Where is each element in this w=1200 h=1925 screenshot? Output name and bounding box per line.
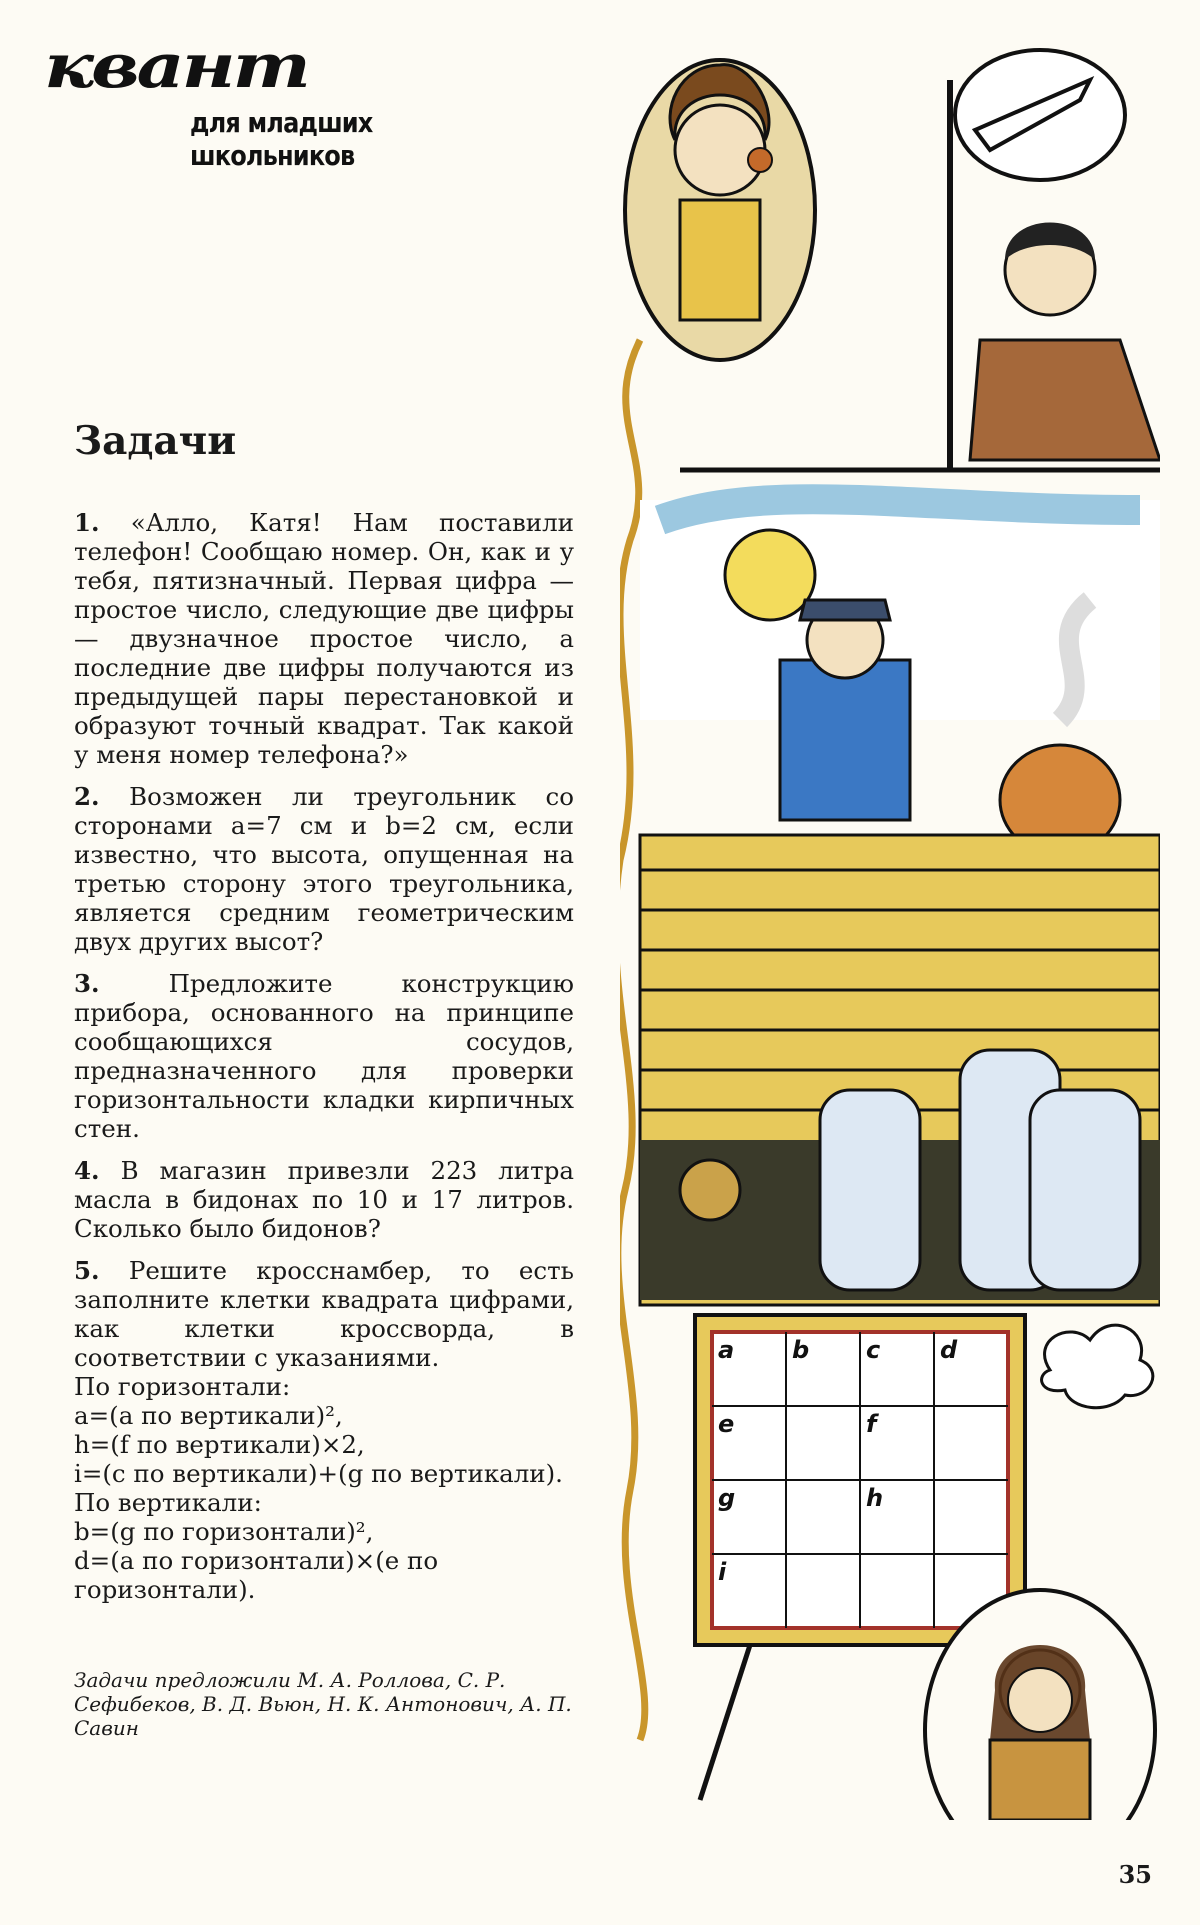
cell-label-d: d: [940, 1336, 958, 1364]
clue-a: a=(a по вертикали)²,: [74, 1401, 343, 1430]
credits: Задачи предложили М. А. Роллова, С. Р. Сефибеков, В. Д. Вьюн, Н. К. Антонович, А. П. Савин: [74, 1668, 572, 1740]
cell-label-h: h: [866, 1484, 884, 1512]
crossnumber-clues: [74, 1372, 574, 1604]
problem-1: 1. «Алло, Катя! Нам поставили телефон! Сообщаю номер. Он, как и у тебя, пятизначный. Первая цифра — простое число, следующие две цифры — двузначное простое число, а последние две цифры получаются из предыдущей пары перестановкой и образуют точный квадрат. Так какой у меня номер телефона?»: [74, 508, 574, 769]
problem-2: 2. Возможен ли треугольник со сторонами a=7 см и b=2 см, если известно, что высота, опущенная на третью сторону этого треугольника, является средним геометрическим двух других высот?: [74, 782, 574, 956]
section-title: для младших школьников: [190, 106, 373, 172]
panel-boy-pencil: [950, 50, 1160, 470]
clue-h: h=(f по вертикали)×2,: [74, 1430, 365, 1459]
page-title: Задачи: [74, 418, 237, 464]
cell-label-e: e: [718, 1410, 735, 1438]
cell-label-f: f: [866, 1410, 877, 1438]
brick-wall: [640, 835, 1160, 1305]
cell-label-i: i: [718, 1558, 727, 1586]
clue-i: i=(c по вертикали)+(g по вертикали).: [74, 1459, 563, 1488]
clue-d: d=(a по горизонтали)×(e по горизонтали).: [74, 1546, 439, 1604]
page-number: 35: [1118, 1860, 1152, 1889]
problems-column: [74, 508, 574, 1604]
cell-label-a: a: [718, 1336, 735, 1364]
panel-bricklayer: [640, 499, 1160, 855]
vertical-title: По вертикали:: [74, 1488, 262, 1517]
problem-5: 5. Решите кросснамбер, то есть заполните клетки квадрата цифрами, как клетки кроссворда, в соответствии с указаниями.: [74, 1256, 575, 1372]
cell-label-c: c: [866, 1336, 881, 1364]
cloud-shape: [1042, 1325, 1153, 1408]
problem-3: 3. Предложите конструкцию прибора, основанного на принципе сообщающихся сосудов, предназначенного для проверки горизонтальности кладки кирпичных стен.: [74, 969, 574, 1143]
problem-4: 4. В магазин привезли 223 литра масла в бидонах по 10 и 17 литров. Сколько было бидонов?: [74, 1156, 574, 1243]
logo-wordmark: квант: [44, 31, 308, 102]
magazine-logo: [44, 31, 564, 172]
panel-phone-girl: [625, 60, 815, 360]
cell-label-b: b: [792, 1336, 810, 1364]
cell-label-g: g: [718, 1484, 736, 1512]
clue-b: b=(g по горизонтали)²,: [74, 1517, 374, 1546]
horizontal-title: По горизонтали:: [74, 1372, 291, 1401]
illustration: [620, 40, 1160, 1820]
